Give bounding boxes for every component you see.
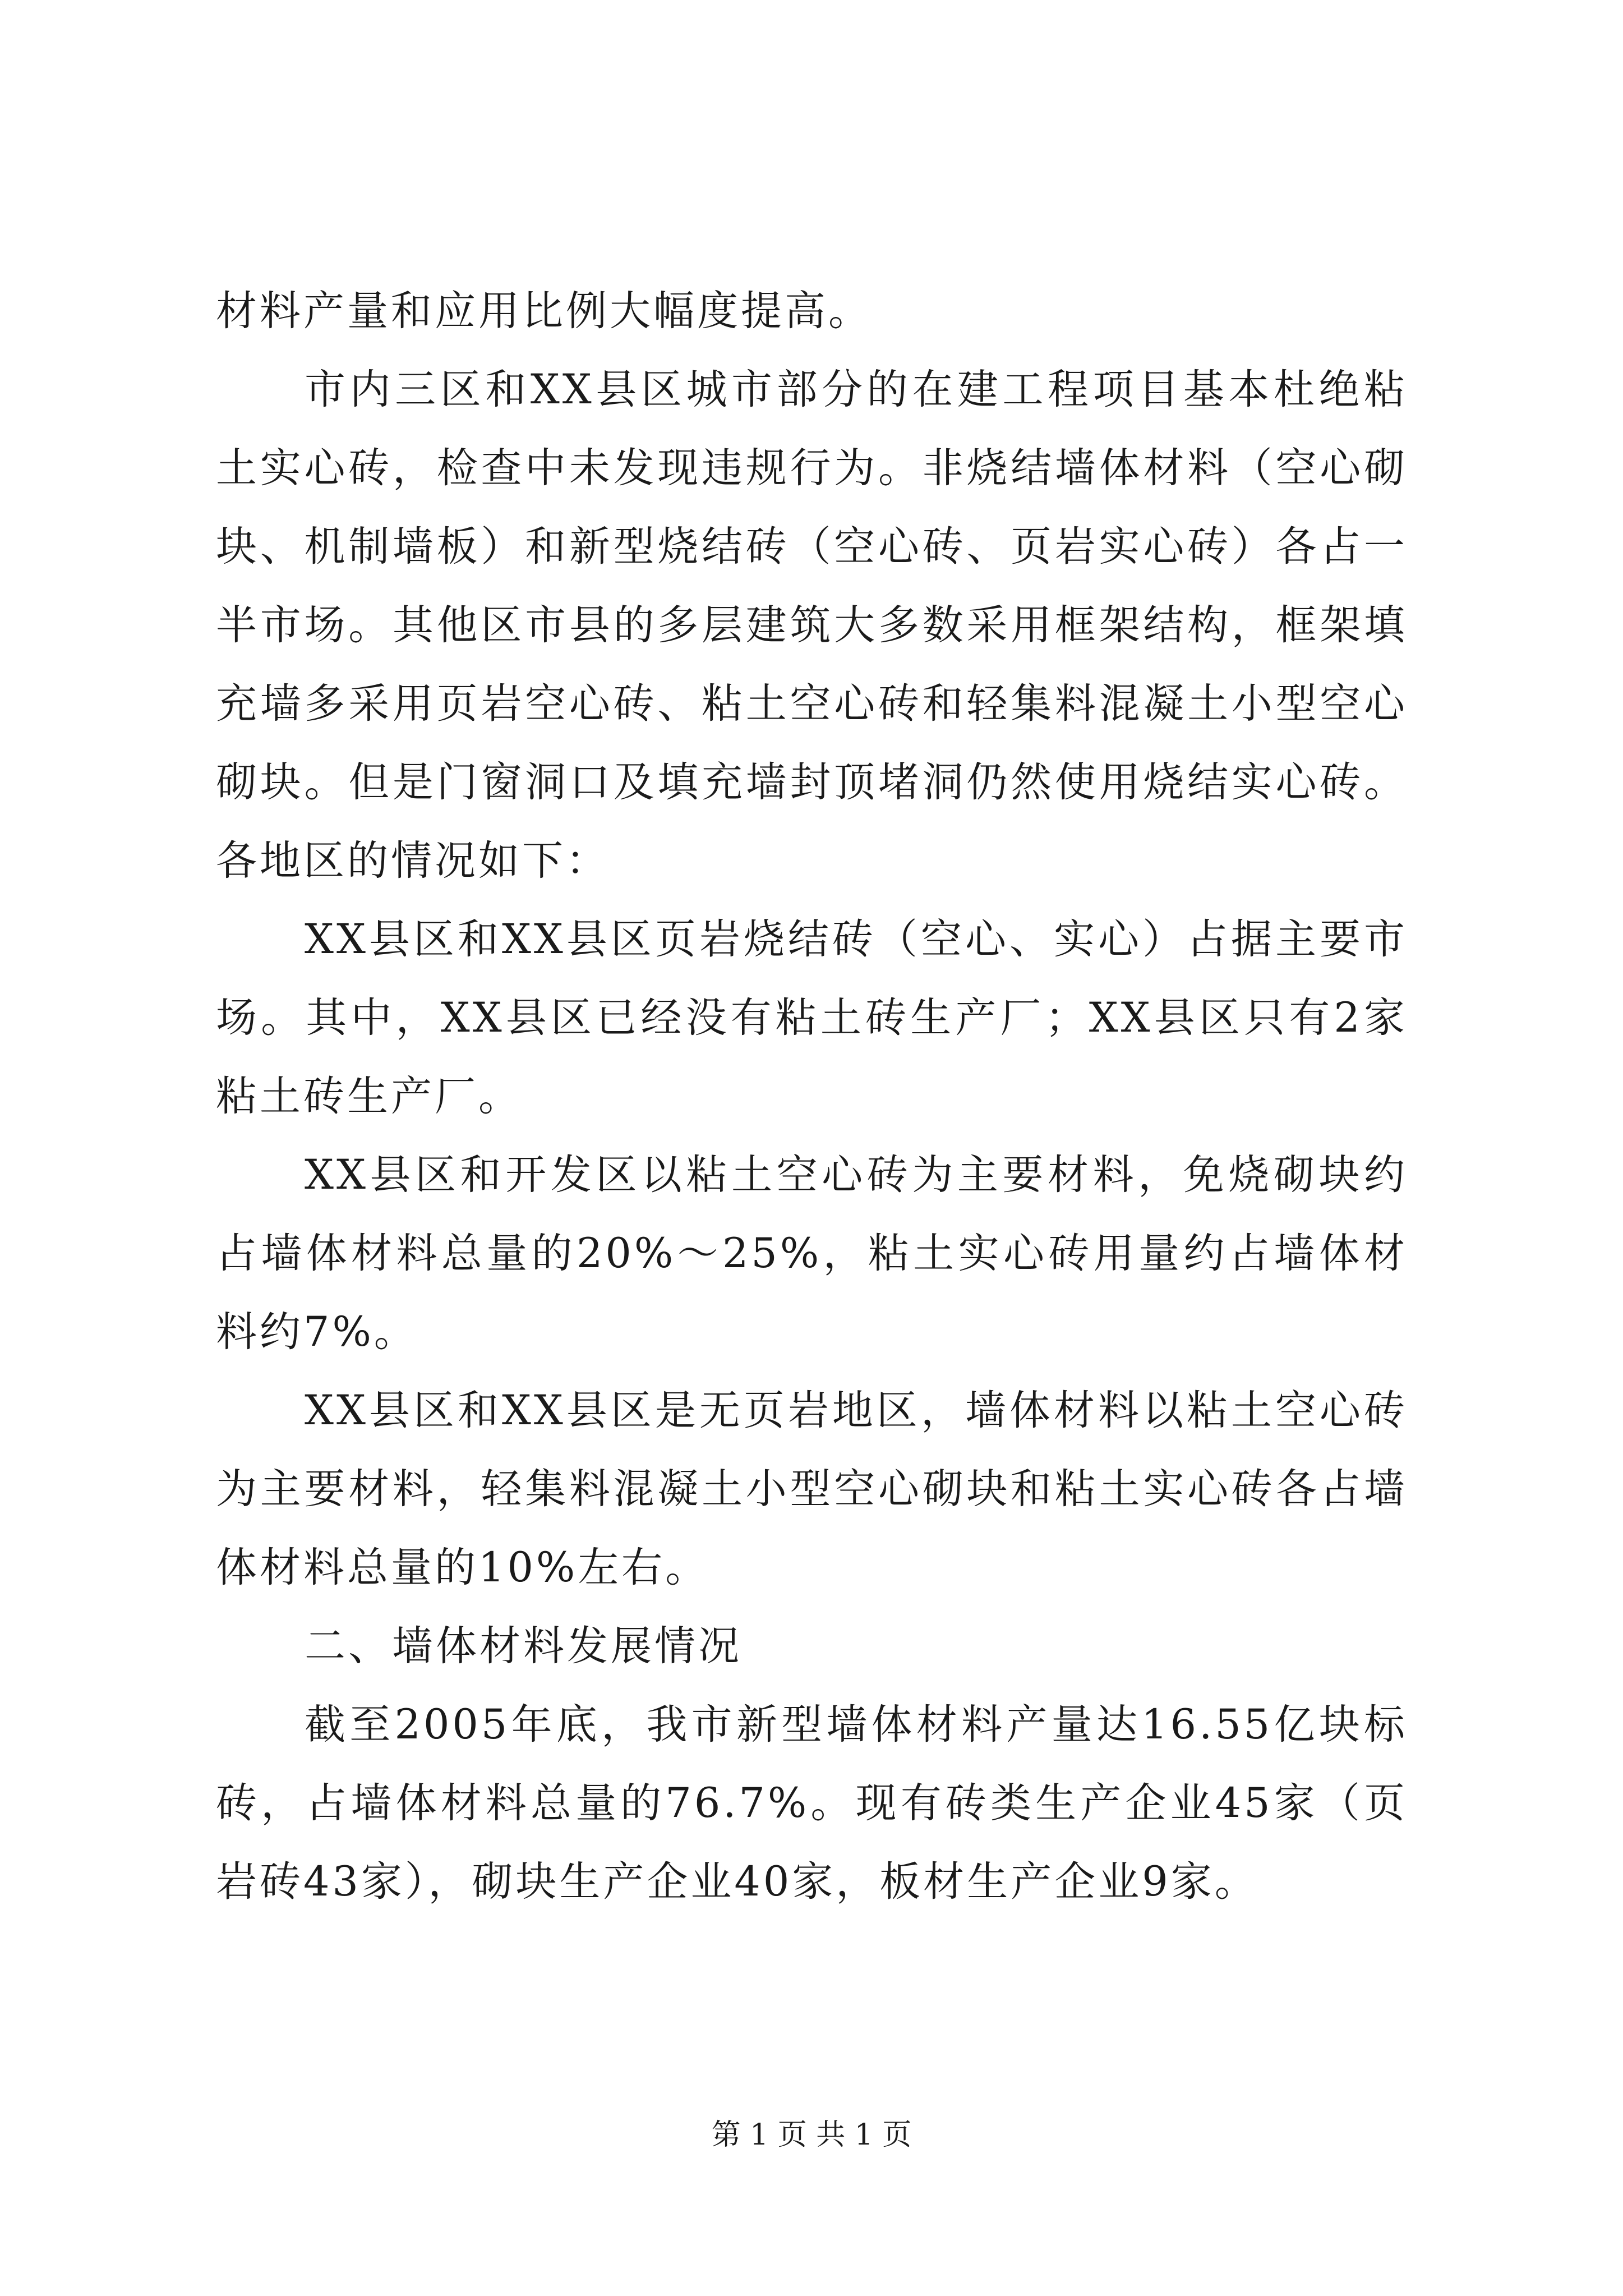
paragraph-continuation: 材料产量和应用比例大幅度提高。	[216, 287, 872, 335]
paragraph-shale-brick-market: XX县区和XX县区页岩烧结砖（空心、实心）占据主要市场。其中，XX县区已经没有粘土砖生产厂；XX县区只有2家粘土砖生产厂。	[216, 915, 1408, 1120]
document-body	[216, 272, 1408, 1921]
paragraph-clay-hollow-brick: XX县区和开发区以粘土空心砖为主要材料，免烧砌块约占墙体材料总量的20%～25%，粘土实心砖用量约占墙体材料约7%。	[216, 1151, 1408, 1356]
page-number-footer: 第 1 页 共 1 页	[711, 2118, 912, 2152]
paragraph-no-shale-regions: XX县区和XX县区是无页岩地区，墙体材料以粘土空心砖为主要材料，轻集料混凝土小型空心砌块和粘土实心砖各占墙体材料总量的10%左右。	[216, 1387, 1408, 1591]
paragraph-city-districts: 市内三区和XX县区城市部分的在建工程项目基本杜绝粘土实心砖，检查中未发现违规行为。非烧结墙体材料（空心砌块、机制墙板）和新型烧结砖（空心砖、页岩实心砖）各占一半市场。其他区市县的多层建筑大多数采用框架结构，框架填充墙多采用页岩空心砖、粘土空心砖和轻集料混凝土小型空心砌块。但是门窗洞口及填充墙封顶堵洞仍然使用烧结实心砖。各地区的情况如下：	[216, 366, 1408, 885]
section-heading-development: 二、墙体材料发展情况	[305, 1622, 742, 1670]
paragraph-2005-statistics: 截至2005年底，我市新型墙体材料产量达16.55亿块标砖，占墙体材料总量的76.7%。现有砖类生产企业45家（页岩砖43家），砌块生产企业40家，板材生产企业9家。	[216, 1701, 1408, 1906]
